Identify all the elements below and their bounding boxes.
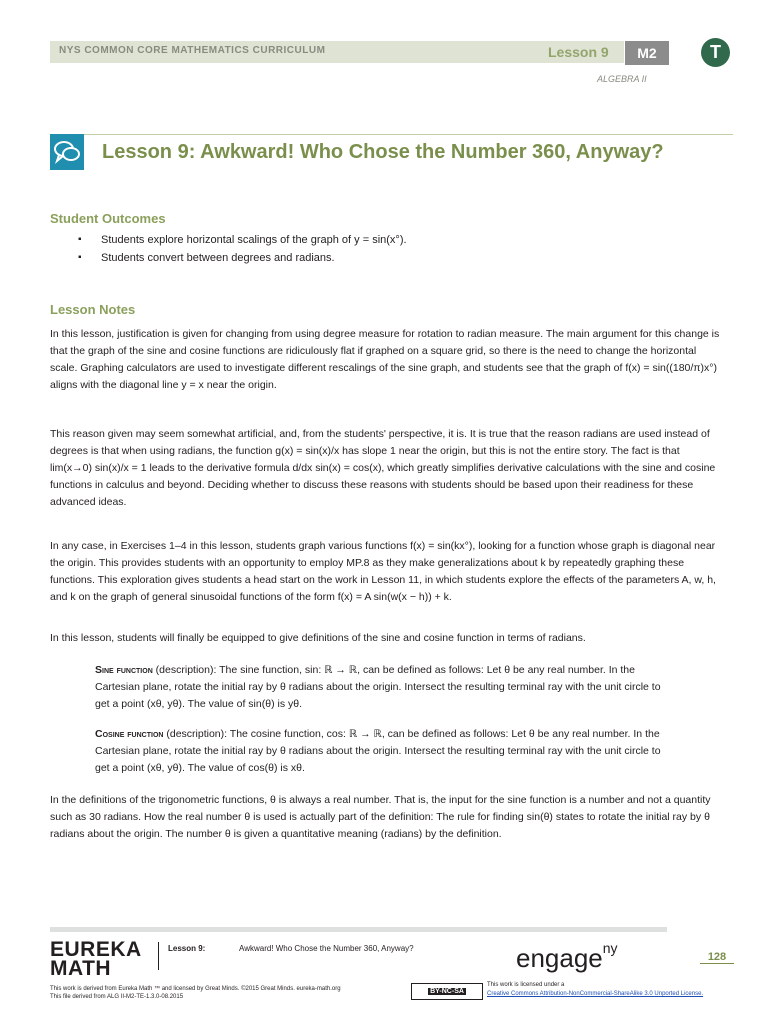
engageny-logo <box>516 940 618 974</box>
notes-paragraph-4: In this lesson, students will finally be equipped to give definitions of the sine and cosine function in terms of radians. <box>50 632 586 644</box>
license-link[interactable]: Creative Commons Attribution-NonCommercial-ShareAlike 3.0 Unported License. <box>487 991 704 997</box>
lesson-notes-heading: Lesson Notes <box>50 302 136 317</box>
logo-line-1: EUREKA <box>50 938 142 961</box>
notes-paragraph-1: In this lesson, justification is given for changing from using degree measure for rotation to radian measure. The main argument for this change is that the graph of the sine and cosine functions are ridiculously flat if graphed on a square grid, so there is the need to change the horizontal scale. Graphing calculators are used to investigate different rescalings of the sine graph, and students see that the graph of f(x) = sin((180/π)x°) aligns with the diagonal line y = x near the origin. <box>50 328 720 391</box>
outcomes-list <box>78 231 718 267</box>
engage-ny: ny <box>602 940 618 956</box>
cc-badge-text: BY-NC-SA <box>430 988 464 995</box>
engage-word: engage <box>516 943 603 973</box>
cosine-definition-text: (description): The cosine function, cos: ℝ → ℝ, can be defined as follows: Let θ be any real number. In the Cartesian plane, rotate the initial ray by θ radians about the origin. Intersect the resulting terminal ray with the unit circle to get a point (xθ, yθ). The value of cos(θ) is xθ. <box>95 728 661 774</box>
module-badge: M2 <box>625 41 669 65</box>
footer-rule <box>50 927 667 932</box>
title-rule <box>50 134 733 135</box>
curriculum-label: NYS COMMON CORE MATHEMATICS CURRICULUM <box>59 45 326 56</box>
notes-paragraph-5: In the definitions of the trigonometric functions, θ is always a real number. That is, the input for the sine function is a number and not a quantity such as 30 radians. How the real number θ is used is actually part of the definition: The rule for finding sin(θ) states to rotate the initial ray by θ radians about the origin. The number θ is given a quantitative meaning (radians) by the definition. <box>50 794 711 840</box>
footer-lesson-label: Lesson 9: <box>168 944 206 953</box>
teacher-badge: T <box>701 38 730 67</box>
license-text: This work is licensed under a <box>487 982 565 988</box>
notes-paragraph-3: In any case, in Exercises 1–4 in this lesson, students graph various functions f(x) = sin(kx°), looking for a function whose graph is diagonal near the origin. This provides students with an opportunity to employ MP.8 as they make generalizations about k by repeatedly graphing these functions. This exploration gives students a head start on the work in Lesson 11, in which students explore the effects of the parameters A, w, h, and k on the graph of general sinusoidal functions of the form f(x) = A sin(w(x − h)) + k. <box>50 540 716 603</box>
sine-definition-text: (description): The sine function, sin: ℝ → ℝ, can be defined as follows: Let θ be any real number. In the Cartesian plane, rotate the initial ray by θ radians about the origin. Intersect the resulting terminal ray with the unit circle to get a point (xθ, yθ). The value of sin(θ) is yθ. <box>95 664 661 710</box>
lesson-title: Lesson 9: Awkward! Who Chose the Number 360, Anyway? <box>102 141 664 163</box>
cosine-definition <box>95 726 671 777</box>
copyright-line-2: This file derived from ALG II-M2-TE-1.3.0-08.2015 <box>50 994 184 1000</box>
copyright-line-1: This work is derived from Eureka Math ™ and licensed by Great Minds. ©2015 Great Minds. eureka-math.org <box>50 986 341 992</box>
footer-divider <box>158 942 159 970</box>
student-outcomes-heading: Student Outcomes <box>50 211 166 226</box>
page-number: 128 <box>700 951 734 964</box>
logo-line-2: MATH <box>50 957 112 980</box>
header-lesson: Lesson 9 <box>548 44 609 60</box>
speech-bubbles-icon <box>50 134 84 170</box>
notes-paragraph-2: This reason given may seem somewhat artificial, and, from the students' perspective, it is. It is true that the reason radians are used instead of degrees is that when using radians, the function g(x) = sin(x)/x has slope 1 near the origin, but this is not the entire story. The fact is that lim(x→0) sin(x)/x = 1 leads to the derivative formula d/dx sin(x) = cos(x), which greatly simplifies derivative calculations with the sine and cosine functions in calculus and beyond. Deciding whether to discuss these reasons with students should be based upon their readiness for these advanced ideas. <box>50 428 716 508</box>
list-item: ▪ Students explore horizontal scalings of the graph of y = sin(x°). <box>78 231 718 249</box>
footer-lesson-title: Awkward! Who Chose the Number 360, Anyway? <box>239 944 414 953</box>
eureka-math-logo <box>50 940 142 978</box>
cc-license-badge[interactable] <box>411 983 483 1000</box>
course-label: ALGEBRA II <box>597 74 647 84</box>
cosine-term: Cosine function <box>95 728 164 740</box>
sine-definition <box>95 662 671 713</box>
sine-term: Sine function <box>95 664 153 676</box>
list-item: ▪ Students convert between degrees and radians. <box>78 249 718 267</box>
